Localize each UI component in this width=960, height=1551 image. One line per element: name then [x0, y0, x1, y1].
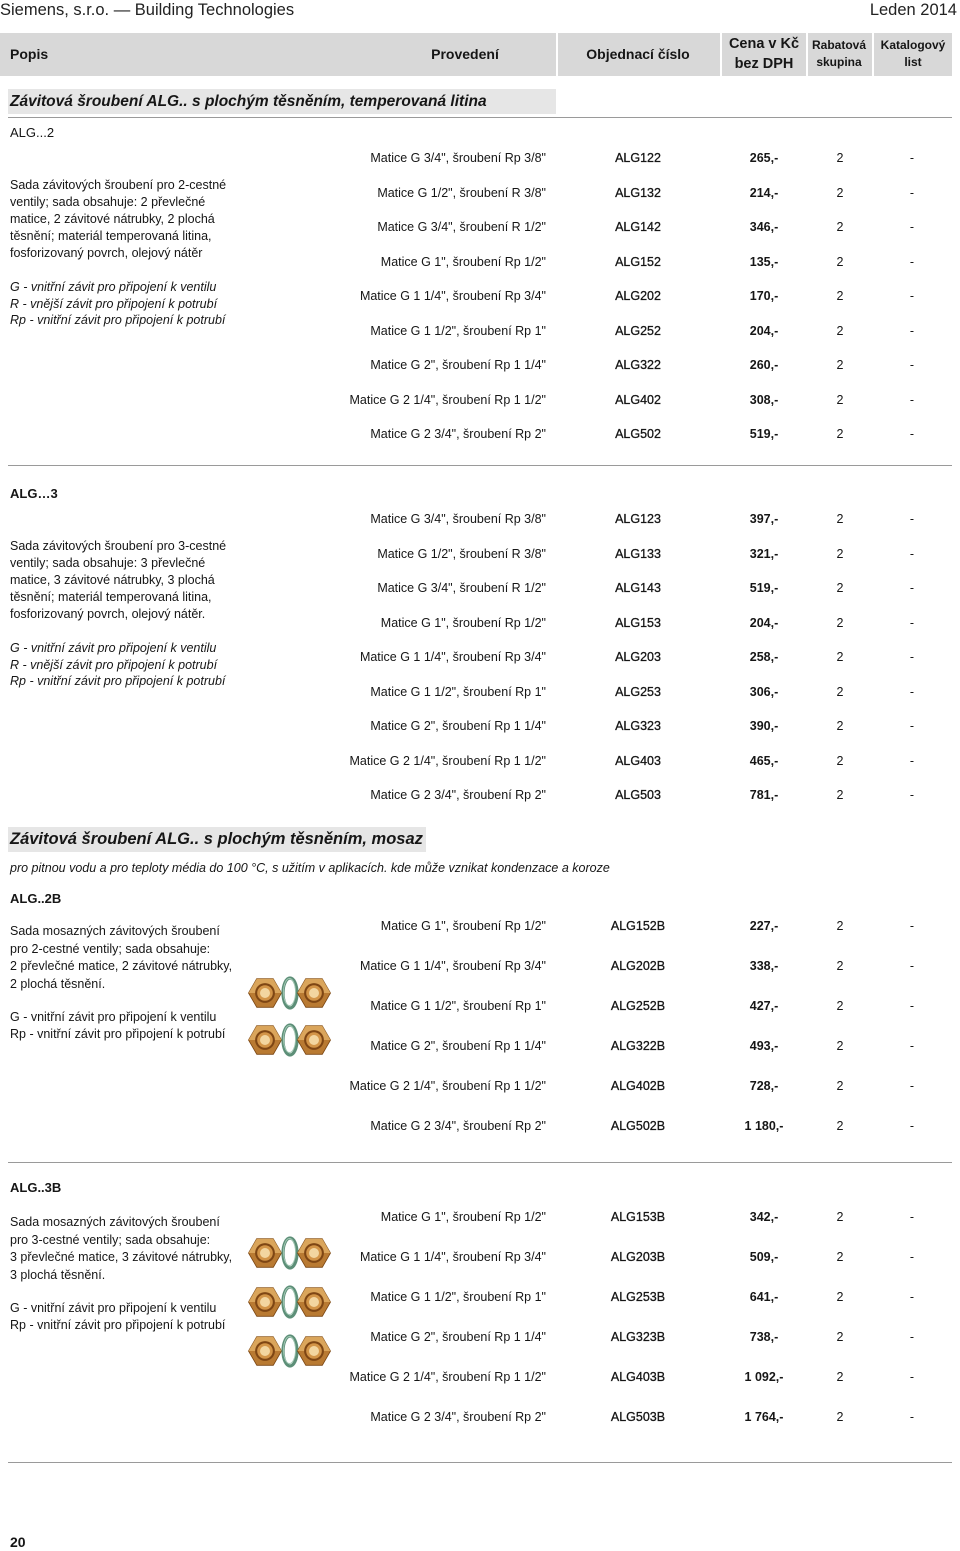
catalog-sheet-cell: -	[909, 959, 915, 973]
thread-note-line: Rp - vnitřní závit pro připojení k potrubí	[10, 1027, 226, 1041]
product-row	[0, 998, 960, 1014]
price-cell: 308,-	[749, 393, 779, 407]
price-cell: 519,-	[749, 427, 779, 441]
section-title: Závitová šroubení ALG.. s plochým těsněním, mosaz	[10, 830, 423, 848]
catalog-sheet-cell: -	[909, 1039, 915, 1053]
order-code-cell: ALG152	[615, 255, 661, 269]
description-line: těsnění; materiál temperovaná litina,	[10, 590, 212, 604]
catalog-sheet-cell: -	[909, 427, 915, 441]
column-header-discount-line2: skupina	[816, 55, 862, 69]
price-cell: 738,-	[749, 1330, 779, 1344]
divider-line	[8, 1462, 952, 1463]
catalog-sheet-cell: -	[909, 1079, 915, 1093]
thread-note-line: G - vnitřní závit pro připojení k ventilu	[10, 1010, 217, 1024]
catalog-sheet-cell: -	[909, 1250, 915, 1264]
column-header-price-line1: Cena v Kč	[728, 36, 800, 52]
order-code-cell: ALG502B	[610, 1119, 666, 1133]
page-number: 20	[10, 1534, 26, 1550]
price-cell: 1 092,-	[744, 1370, 784, 1384]
product-row	[0, 718, 960, 734]
price-cell: 227,-	[749, 919, 779, 933]
price-cell: 342,-	[749, 1210, 779, 1224]
fitting-set-image	[248, 1330, 332, 1372]
price-cell: 204,-	[749, 616, 779, 630]
description-line: 2 plochá těsnění.	[10, 977, 106, 991]
price-cell: 214,-	[749, 186, 779, 200]
order-code-cell: ALG403	[615, 754, 661, 768]
discount-group-cell: 2	[836, 754, 844, 768]
price-cell: 306,-	[749, 685, 779, 699]
variant-cell: Matice G 1", šroubení Rp 1/2"	[380, 919, 546, 933]
order-code-cell: ALG322	[615, 358, 661, 372]
thread-note-line: R - vnější závit pro připojení k potrubí	[10, 297, 218, 311]
variant-cell: Matice G 3/4", šroubení R 1/2"	[377, 220, 546, 234]
discount-group-cell: 2	[836, 1210, 844, 1224]
divider-line	[8, 1162, 952, 1163]
catalog-sheet-cell: -	[909, 547, 915, 561]
product-row	[0, 918, 960, 934]
product-row	[0, 615, 960, 631]
discount-group-cell: 2	[836, 1250, 844, 1264]
order-code-cell: ALG322B	[610, 1039, 666, 1053]
variant-cell: Matice G 2", šroubení Rp 1 1/4"	[370, 1039, 546, 1053]
product-row	[0, 426, 960, 442]
product-row	[0, 1249, 960, 1265]
variant-cell: Matice G 2", šroubení Rp 1 1/4"	[370, 719, 546, 733]
variant-cell: Matice G 2 1/4", šroubení Rp 1 1/2"	[349, 1370, 546, 1384]
price-cell: 170,-	[749, 289, 779, 303]
order-code-cell: ALG503	[615, 788, 661, 802]
order-code-cell: ALG403B	[610, 1370, 666, 1384]
group-label: ALG…3	[10, 486, 58, 501]
thread-note-line: G - vnitřní závit pro připojení k ventilu	[10, 280, 217, 294]
catalog-sheet-cell: -	[909, 650, 915, 664]
catalog-sheet-cell: -	[909, 1370, 915, 1384]
description-line: 3 plochá těsnění.	[10, 1268, 106, 1282]
variant-cell: Matice G 2 3/4", šroubení Rp 2"	[370, 1410, 546, 1424]
column-header-catalog-sheet	[874, 37, 952, 71]
product-row	[0, 958, 960, 974]
product-row	[0, 150, 960, 166]
product-row	[0, 392, 960, 408]
price-cell: 321,-	[749, 547, 779, 561]
product-row	[0, 323, 960, 339]
discount-group-cell: 2	[836, 581, 844, 595]
column-header-price	[720, 34, 808, 74]
order-code-cell: ALG323B	[610, 1330, 666, 1344]
description-line: těsnění; materiál temperovaná litina,	[10, 229, 212, 243]
discount-group-cell: 2	[836, 289, 844, 303]
product-row	[0, 1369, 960, 1385]
product-row	[0, 649, 960, 665]
variant-cell: Matice G 2 3/4", šroubení Rp 2"	[370, 1119, 546, 1133]
discount-group-cell: 2	[836, 1039, 844, 1053]
discount-group-cell: 2	[836, 324, 844, 338]
variant-cell: Matice G 3/4", šroubení Rp 3/8"	[370, 512, 546, 526]
catalog-sheet-cell: -	[909, 393, 915, 407]
product-row	[0, 219, 960, 235]
discount-group-cell: 2	[836, 1330, 844, 1344]
product-row	[0, 357, 960, 373]
variant-cell: Matice G 3/4", šroubení Rp 3/8"	[370, 151, 546, 165]
order-code-cell: ALG133	[615, 547, 661, 561]
variant-cell: Matice G 2 1/4", šroubení Rp 1 1/2"	[349, 393, 546, 407]
column-header-catalog-line1: Katalogový	[880, 38, 946, 52]
catalog-sheet-cell: -	[909, 255, 915, 269]
discount-group-cell: 2	[836, 427, 844, 441]
catalog-sheet-cell: -	[909, 616, 915, 630]
variant-cell: Matice G 2 1/4", šroubení Rp 1 1/2"	[349, 754, 546, 768]
column-separator	[556, 33, 558, 76]
discount-group-cell: 2	[836, 1079, 844, 1093]
variant-cell: Matice G 1 1/2", šroubení Rp 1"	[370, 999, 546, 1013]
order-code-cell: ALG323	[615, 719, 661, 733]
description-line: ventily; sada obsahuje: 2 převlečné	[10, 195, 206, 209]
column-header-discount-group	[808, 37, 870, 71]
catalog-sheet-cell: -	[909, 999, 915, 1013]
discount-group-cell: 2	[836, 1410, 844, 1424]
description-line: pro 2-cestné ventily; sada obsahuje:	[10, 942, 211, 956]
description-line: 2 převlečné matice, 2 závitové nátrubky,	[10, 959, 233, 973]
catalog-sheet-cell: -	[909, 1330, 915, 1344]
variant-cell: Matice G 1 1/4", šroubení Rp 3/4"	[359, 1250, 546, 1264]
catalog-sheet-cell: -	[909, 512, 915, 526]
discount-group-cell: 2	[836, 255, 844, 269]
product-row	[0, 254, 960, 270]
product-row	[0, 1038, 960, 1054]
variant-cell: Matice G 1/2", šroubení R 3/8"	[377, 547, 546, 561]
fitting-set-image	[248, 1281, 332, 1323]
thread-note-line: Rp - vnitřní závit pro připojení k potrubí	[10, 313, 226, 327]
variant-cell: Matice G 1 1/4", šroubení Rp 3/4"	[359, 650, 546, 664]
variant-cell: Matice G 1 1/2", šroubení Rp 1"	[370, 324, 546, 338]
price-cell: 465,-	[749, 754, 779, 768]
catalog-sheet-cell: -	[909, 919, 915, 933]
catalog-sheet-cell: -	[909, 1119, 915, 1133]
catalog-sheet-cell: -	[909, 220, 915, 234]
catalog-sheet-cell: -	[909, 719, 915, 733]
catalog-sheet-cell: -	[909, 358, 915, 372]
column-header-popis: Popis	[10, 46, 49, 62]
catalog-sheet-cell: -	[909, 581, 915, 595]
thread-note-line: G - vnitřní závit pro připojení k ventilu	[10, 1301, 217, 1315]
catalog-sheet-cell: -	[909, 1210, 915, 1224]
description-line: ventily; sada obsahuje: 3 převlečné	[10, 556, 206, 570]
product-row	[0, 546, 960, 562]
price-cell: 258,-	[749, 650, 779, 664]
discount-group-cell: 2	[836, 220, 844, 234]
order-code-cell: ALG122	[615, 151, 661, 165]
price-cell: 641,-	[749, 1290, 779, 1304]
fitting-set-image	[248, 972, 332, 1014]
catalog-sheet-cell: -	[909, 1410, 915, 1424]
discount-group-cell: 2	[836, 788, 844, 802]
order-code-cell: ALG253B	[610, 1290, 666, 1304]
order-code-cell: ALG203B	[610, 1250, 666, 1264]
variant-cell: Matice G 1/2", šroubení R 3/8"	[377, 186, 546, 200]
price-cell: 346,-	[749, 220, 779, 234]
discount-group-cell: 2	[836, 186, 844, 200]
order-code-cell: ALG502	[615, 427, 661, 441]
price-cell: 493,-	[749, 1039, 779, 1053]
discount-group-cell: 2	[836, 1119, 844, 1133]
price-cell: 728,-	[749, 1079, 779, 1093]
description-line: matice, 3 závitové nátrubky, 3 plochá	[10, 573, 215, 587]
catalog-sheet-cell: -	[909, 685, 915, 699]
price-cell: 135,-	[749, 255, 779, 269]
price-cell: 519,-	[749, 581, 779, 595]
group-label: ALG..3B	[10, 1180, 62, 1195]
description-line: Sada mosazných závitových šroubení	[10, 924, 220, 938]
thread-note-line: Rp - vnitřní závit pro připojení k potrubí	[10, 674, 226, 688]
order-code-cell: ALG153B	[610, 1210, 666, 1224]
thread-note-line: R - vnější závit pro připojení k potrubí	[10, 658, 218, 672]
discount-group-cell: 2	[836, 1290, 844, 1304]
description-line: fosforizovaný povrch, olejový nátěr.	[10, 607, 206, 621]
description-line: 3 převlečné matice, 3 závitové nátrubky,	[10, 1250, 233, 1264]
variant-cell: Matice G 2", šroubení Rp 1 1/4"	[370, 1330, 546, 1344]
thread-note-line: Rp - vnitřní závit pro připojení k potrubí	[10, 1318, 226, 1332]
divider-line	[8, 117, 952, 118]
price-cell: 509,-	[749, 1250, 779, 1264]
group-label: ALG...2	[10, 125, 55, 140]
divider-line	[8, 465, 952, 466]
description-line: Sada mosazných závitových šroubení	[10, 1215, 220, 1229]
order-code-cell: ALG252B	[610, 999, 666, 1013]
issue-date: Leden 2014	[869, 1, 957, 19]
order-code-cell: ALG202	[615, 289, 661, 303]
discount-group-cell: 2	[836, 358, 844, 372]
product-row	[0, 1209, 960, 1225]
column-header-provedeni: Provedení	[431, 46, 499, 62]
catalog-sheet-cell: -	[909, 324, 915, 338]
section-subtitle: pro pitnou vodu a pro teploty média do 100 °C, s užitím v aplikacích. kde může vznikat kondenzace a koroze	[10, 861, 610, 875]
description-line: fosforizovaný povrch, olejový nátěr	[10, 246, 203, 260]
discount-group-cell: 2	[836, 650, 844, 664]
section-title: Závitová šroubení ALG.. s plochým těsněním, temperovaná litina	[10, 93, 487, 110]
column-header-discount-line1: Rabatová	[811, 38, 867, 52]
order-code-cell: ALG253	[615, 685, 661, 699]
product-row	[0, 1409, 960, 1425]
product-row	[0, 753, 960, 769]
product-row	[0, 580, 960, 596]
price-cell: 397,-	[749, 512, 779, 526]
order-code-cell: ALG252	[615, 324, 661, 338]
variant-cell: Matice G 1", šroubení Rp 1/2"	[380, 616, 546, 630]
order-code-cell: ALG402B	[610, 1079, 666, 1093]
thread-note-line: G - vnitřní závit pro připojení k ventilu	[10, 641, 217, 655]
order-code-cell: ALG402	[615, 393, 661, 407]
fitting-set-image	[248, 1019, 332, 1061]
order-code-cell: ALG123	[615, 512, 661, 526]
description-line: Sada závitových šroubení pro 3-cestné	[10, 539, 227, 553]
price-cell: 338,-	[749, 959, 779, 973]
variant-cell: Matice G 2", šroubení Rp 1 1/4"	[370, 358, 546, 372]
variant-cell: Matice G 2 3/4", šroubení Rp 2"	[370, 427, 546, 441]
product-row	[0, 787, 960, 803]
product-row	[0, 1078, 960, 1094]
variant-cell: Matice G 1", šroubení Rp 1/2"	[380, 255, 546, 269]
discount-group-cell: 2	[836, 547, 844, 561]
discount-group-cell: 2	[836, 919, 844, 933]
discount-group-cell: 2	[836, 393, 844, 407]
catalog-sheet-cell: -	[909, 1290, 915, 1304]
catalog-sheet-cell: -	[909, 754, 915, 768]
description-line: matice, 2 závitové nátrubky, 2 plochá	[10, 212, 215, 226]
discount-group-cell: 2	[836, 999, 844, 1013]
catalog-sheet-cell: -	[909, 186, 915, 200]
company-name: Siemens, s.r.o. — Building Technologies	[0, 1, 295, 19]
order-code-cell: ALG203	[615, 650, 661, 664]
price-cell: 427,-	[749, 999, 779, 1013]
description-line: pro 3-cestné ventily; sada obsahuje:	[10, 1233, 211, 1247]
order-code-cell: ALG143	[615, 581, 661, 595]
group-label: ALG..2B	[10, 891, 62, 906]
product-row	[0, 511, 960, 527]
discount-group-cell: 2	[836, 719, 844, 733]
discount-group-cell: 2	[836, 685, 844, 699]
discount-group-cell: 2	[836, 1370, 844, 1384]
price-cell: 781,-	[749, 788, 779, 802]
product-row	[0, 1329, 960, 1345]
price-cell: 204,-	[749, 324, 779, 338]
variant-cell: Matice G 2 3/4", šroubení Rp 2"	[370, 788, 546, 802]
variant-cell: Matice G 1 1/2", šroubení Rp 1"	[370, 1290, 546, 1304]
order-code-cell: ALG152B	[610, 919, 666, 933]
price-cell: 1 180,-	[744, 1119, 784, 1133]
column-header-catalog-line2: list	[904, 55, 922, 69]
variant-cell: Matice G 1 1/2", šroubení Rp 1"	[370, 685, 546, 699]
discount-group-cell: 2	[836, 151, 844, 165]
price-cell: 265,-	[749, 151, 779, 165]
order-code-cell: ALG153	[615, 616, 661, 630]
price-cell: 260,-	[749, 358, 779, 372]
order-code-cell: ALG503B	[610, 1410, 666, 1424]
product-row	[0, 288, 960, 304]
order-code-cell: ALG142	[615, 220, 661, 234]
price-cell: 1 764,-	[744, 1410, 784, 1424]
order-code-cell: ALG202B	[610, 959, 666, 973]
variant-cell: Matice G 1", šroubení Rp 1/2"	[380, 1210, 546, 1224]
catalog-sheet-cell: -	[909, 151, 915, 165]
product-row	[0, 684, 960, 700]
variant-cell: Matice G 3/4", šroubení R 1/2"	[377, 581, 546, 595]
column-header-price-line2: bez DPH	[734, 56, 794, 72]
order-code-cell: ALG132	[615, 186, 661, 200]
product-row	[0, 1289, 960, 1305]
catalog-sheet-cell: -	[909, 289, 915, 303]
column-header-order-code: Objednací číslo	[586, 46, 690, 62]
variant-cell: Matice G 1 1/4", šroubení Rp 3/4"	[359, 289, 546, 303]
discount-group-cell: 2	[836, 616, 844, 630]
description-line: Sada závitových šroubení pro 2-cestné	[10, 178, 227, 192]
variant-cell: Matice G 2 1/4", šroubení Rp 1 1/2"	[349, 1079, 546, 1093]
fitting-set-image	[248, 1232, 332, 1274]
product-row	[0, 185, 960, 201]
price-cell: 390,-	[749, 719, 779, 733]
discount-group-cell: 2	[836, 512, 844, 526]
discount-group-cell: 2	[836, 959, 844, 973]
product-row	[0, 1118, 960, 1134]
variant-cell: Matice G 1 1/4", šroubení Rp 3/4"	[359, 959, 546, 973]
catalog-sheet-cell: -	[909, 788, 915, 802]
